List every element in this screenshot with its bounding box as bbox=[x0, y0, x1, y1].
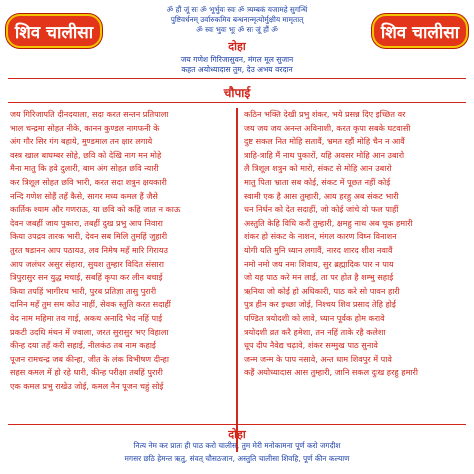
divider bbox=[8, 102, 466, 103]
verse-line: कार्तिक श्याम और गणराऊ, या छवि को कहि जात न काऊ bbox=[10, 204, 181, 215]
verse-line: जो यह पाठ करे मन लाई, ता पर होत है शम्भु सहाई bbox=[244, 272, 394, 283]
verse-line: शंकर हो संकट के नाशन, मंगल कारण विघ्न विनाशन bbox=[244, 231, 397, 242]
verse-line: मैना मातु कि हवे दुलारी, बाम अंग सोहत छवि न्यारी bbox=[10, 163, 159, 174]
verse-line: कहैं अयोध्यादास आस तुम्हारी, जानि सकल दुःख हरहु हमारी bbox=[244, 367, 418, 378]
doha-line: कहत अयोध्यादास तुम, देउ अभय वरदान bbox=[181, 65, 293, 74]
verse-line: कीन्ह दया तहँ करी सहाई, नीलकंठ तब नाम कहाई bbox=[10, 340, 156, 351]
verse-line: अस्तुति केहि विधि करौं तुम्हारी, क्षमहु नाथ अब चूक हमारी bbox=[244, 217, 413, 228]
verse-line: त्राहि-त्राहि मैं नाथ पुकारों, यहि अवसर मोहि आन उबारो bbox=[244, 149, 405, 160]
mantra-line: पुष्टिवर्धनम् उर्वारुकमिव बन्धनान्मृत्योर्मुक्षीय मामृतात् bbox=[170, 15, 304, 24]
verse-line: जन्म जन्म के पाप नसावे, अन्त धाम शिवपुर में पावे bbox=[244, 353, 392, 364]
doha-heading-top: दोहा bbox=[228, 40, 246, 53]
verse-line: नमो नमो जय नमः शिवाय, सुर ब्रह्मादिक पार न पाय bbox=[244, 258, 394, 269]
title-badge-left: शिव चालीसा bbox=[6, 14, 102, 48]
verse-line: कर त्रिशूल सोहत छवि भारी, करत सदा शत्रुन क्षयकारी bbox=[10, 176, 167, 187]
verse-line: आप जलंधर असुर संहारा, सुयश तुम्हार विदित संसारा bbox=[10, 258, 164, 269]
verse-line: वेद नाम महिमा तव गाई, अकथ अनादि भेद नहिं पाई bbox=[10, 312, 163, 323]
chaupai-left-column bbox=[10, 108, 230, 393]
verse-line: नन्दि गणेश सोहैं तहँ कैसे, सागर मध्य कमल हैं जैसे bbox=[10, 190, 158, 201]
divider bbox=[8, 78, 466, 79]
doha-line: मगसर छठि हेमन्त ऋतु, संवत् चौसठजान, अस्तुति चालीसा शिवहि, पूर्ण कीन कल्याण bbox=[124, 454, 350, 463]
verse-line: स्वामी एक है आस तुम्हारी, आय हरहु अब संकट भारी bbox=[244, 190, 399, 201]
verse-line: मातु पिता भ्राता सब कोई, संकट में पूछत नहीं कोई bbox=[244, 176, 391, 187]
verse-line: एक कमल प्रभु राखेउ जोई, कमल नैन पूजन चहुं सोई bbox=[10, 380, 164, 391]
title-badge-right: शिव चालीसा bbox=[372, 14, 468, 48]
verse-line: अंग गौर सिर गंग बहाये, मुण्डमाल तन क्षार लगाये bbox=[10, 136, 153, 147]
doha-line: नित्य नेम कर प्रातः ही पाठ करो चालीस, तुम मेरी मनोकामना पूर्ण करो जगदीश bbox=[133, 441, 341, 450]
verse-line: तुरत षडानन आप पठायउ, लव निमेष महँ मारि गिरायउ bbox=[10, 244, 168, 255]
divider bbox=[8, 424, 466, 425]
verse-line: ऋनिया जो कोई हो अधिकारी, पाठ करे सो पावन हारी bbox=[244, 285, 400, 296]
chaupai-heading: चौपाई bbox=[223, 86, 251, 100]
verse-line: सहस कमल में हो रहे धारी, कीन्ह परीक्षा तबहिं पुरारी bbox=[10, 367, 163, 378]
doha-heading-bottom: दोहा bbox=[228, 428, 246, 441]
verse-line: किया उपद्रव तारक भारी, देवन सब मिलि तुमहिं जुहारी bbox=[10, 231, 168, 242]
verse-line: जय जय जय अनन्त अविनाशी, करत कृपा सबके घटवासी bbox=[244, 122, 411, 133]
verse-line: धन निर्धन को देत सदाहीं, जो कोई जांचे वो फल पाहीं bbox=[244, 204, 399, 215]
verse-line: प्रकटी उदधि मंथन में ज्वाला, जरत सुरासुर भए विहाला bbox=[10, 326, 169, 337]
verse-line: त्रयोदशी व्रत करै हमेशा, तन नहिं ताके रहै कलेशा bbox=[244, 326, 386, 337]
verse-line: देवन जबहीं जाय पुकारा, तबहीं दुख प्रभु आप निवारा bbox=[10, 217, 163, 228]
verse-line: वस्त्र खाल बाघम्बर सोहे, छवि को देखि नाग मन मोहे bbox=[10, 149, 162, 160]
verse-line: किया तपहिं भागीरथ भारी, पुरब प्रतिज्ञा तासु पुरारी bbox=[10, 285, 157, 296]
verse-line: त्रिपुरासुर सन युद्ध मचाई, सबहिं कृपा कर लीन बचाई bbox=[10, 272, 163, 283]
column-separator bbox=[236, 108, 238, 452]
verse-line: दुष्ट सकल नित मोहि सतावैं, भ्रमत रहौं मोहि चैन न आवैं bbox=[244, 136, 405, 147]
verse-line: जय गिरिजापति दीनदयाला, सदा करत सन्तन प्रतिपाला bbox=[10, 109, 169, 119]
verse-line: योगी यति मुनि ध्यान लगावैं, नारद शारद शीश नवावैं bbox=[244, 244, 393, 255]
verse-line: धूप दीप नैवेद्य चढ़ावे, शंकर सम्मुख पाठ सुनावे bbox=[244, 340, 378, 351]
mantra-line: ॐ हौं जूं सः ॐ भूर्भुवः स्वः ॐ त्र्यम्बकं यजामहे सुगन्धिं bbox=[166, 5, 308, 14]
mantra-line: ॐ स्वः भुवः भूः ॐ सः जूं हौं ॐ bbox=[196, 25, 278, 34]
verse-line: पुत्र हीन कर इच्छा जोई, निश्चय शिव प्रसाद तेहि होई bbox=[244, 299, 396, 310]
verse-line: पूजन रामचन्द्र जब कीन्हा, जीत के लंक विभीषण दीन्हा bbox=[10, 353, 169, 364]
verse-line: कठिन भक्ति देखी प्रभु शंकर, भये प्रसन्न दिए इच्छित वर bbox=[244, 109, 406, 119]
verse-line: दानिन महँ तुम सम कोउ नाहीं, सेवक स्तुति करत सदाहीं bbox=[10, 299, 171, 310]
verse-line: पण्डित त्रयोदशी को लावे, ध्यान पूर्वक होम करावे bbox=[244, 312, 385, 323]
verse-line: भाल चन्द्रमा सोहत नीके, कानन कुण्डल नागफनी के bbox=[10, 122, 160, 133]
verse-line: लै त्रिशूल शत्रुन को मारो, संकट से मोहि आन उबारो bbox=[244, 163, 392, 174]
chaupai-right-column bbox=[244, 108, 468, 380]
doha-line: जय गणेश गिरिजासुवन, मंगल मूल सुजान bbox=[180, 55, 294, 64]
